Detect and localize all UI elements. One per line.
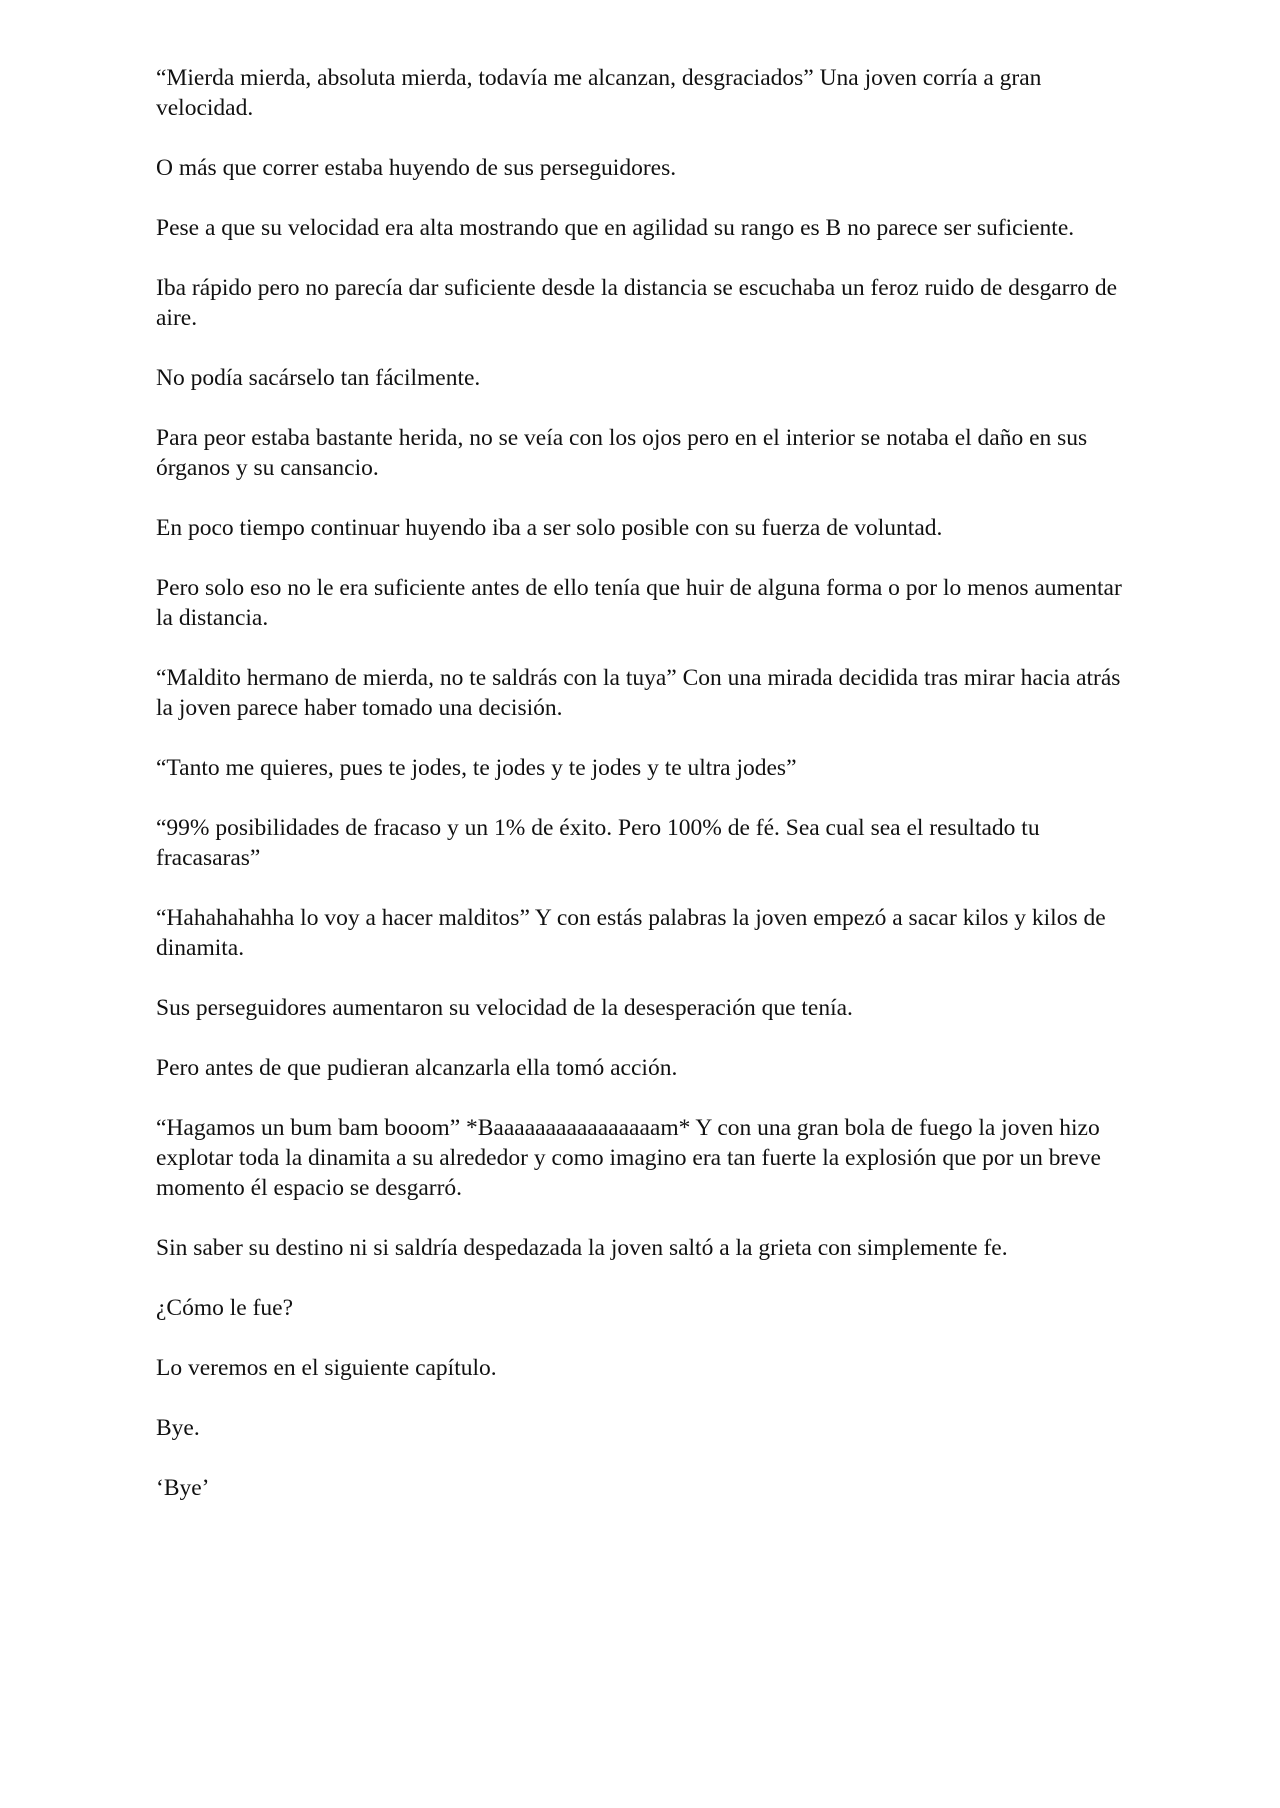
paragraph: Sus perseguidores aumentaron su velocidad de la desesperación que tenía.	[156, 995, 853, 1021]
paragraph: “Hagamos un bum bam booom” *Baaaaaaaaaaaaaaaam* Y con una gran bola de fuego la joven hizo explotar toda la dinamita a su alrededor y como imagino era tan fuerte la explosión que por un breve momento él espacio se desgarró.	[156, 1115, 1101, 1201]
paragraph: Pese a que su velocidad era alta mostrando que en agilidad su rango es B no parece ser suficiente.	[156, 215, 1075, 241]
paragraph: Sin saber su destino ni si saldría despedazada la joven saltó a la grieta con simplemente fe.	[156, 1235, 1008, 1261]
paragraph: ¿Cómo le fue?	[156, 1295, 294, 1321]
paragraph: O más que correr estaba huyendo de sus perseguidores.	[156, 155, 677, 181]
paragraph: Bye.	[156, 1415, 200, 1441]
paragraph: ‘Bye’	[156, 1475, 210, 1501]
paragraph: Iba rápido pero no parecía dar suficiente desde la distancia se escuchaba un feroz ruido de desgarro de aire.	[156, 275, 1118, 331]
paragraph: “Hahahahahha lo voy a hacer malditos” Y con estás palabras la joven empezó a sacar kilos y kilos de dinamita.	[156, 905, 1106, 961]
paragraph: No podía sacárselo tan fácilmente.	[156, 365, 481, 391]
paragraph: “Tanto me quieres, pues te jodes, te jodes y te jodes y te ultra jodes”	[156, 755, 797, 781]
paragraph: Pero solo eso no le era suficiente antes de ello tenía que huir de alguna forma o por lo menos aumentar la distancia.	[156, 575, 1122, 631]
paragraph: “99% posibilidades de fracaso y un 1% de éxito. Pero 100% de fé. Sea cual sea el resultado tu fracasaras”	[156, 815, 1040, 871]
paragraph: Pero antes de que pudieran alcanzarla ella tomó acción.	[156, 1055, 678, 1081]
document-body	[156, 63, 1136, 1533]
paragraph: Para peor estaba bastante herida, no se veía con los ojos pero en el interior se notaba el daño en sus órganos y su cansancio.	[156, 425, 1088, 481]
paragraph: En poco tiempo continuar huyendo iba a ser solo posible con su fuerza de voluntad.	[156, 515, 943, 541]
paragraph: Lo veremos en el siguiente capítulo.	[156, 1355, 497, 1381]
paragraph: “Mierda mierda, absoluta mierda, todavía me alcanzan, desgraciados” Una joven corría a gran velocidad.	[156, 65, 1042, 121]
paragraph: “Maldito hermano de mierda, no te saldrás con la tuya” Con una mirada decidida tras mirar hacia atrás la joven parece haber tomado una decisión.	[156, 665, 1121, 721]
